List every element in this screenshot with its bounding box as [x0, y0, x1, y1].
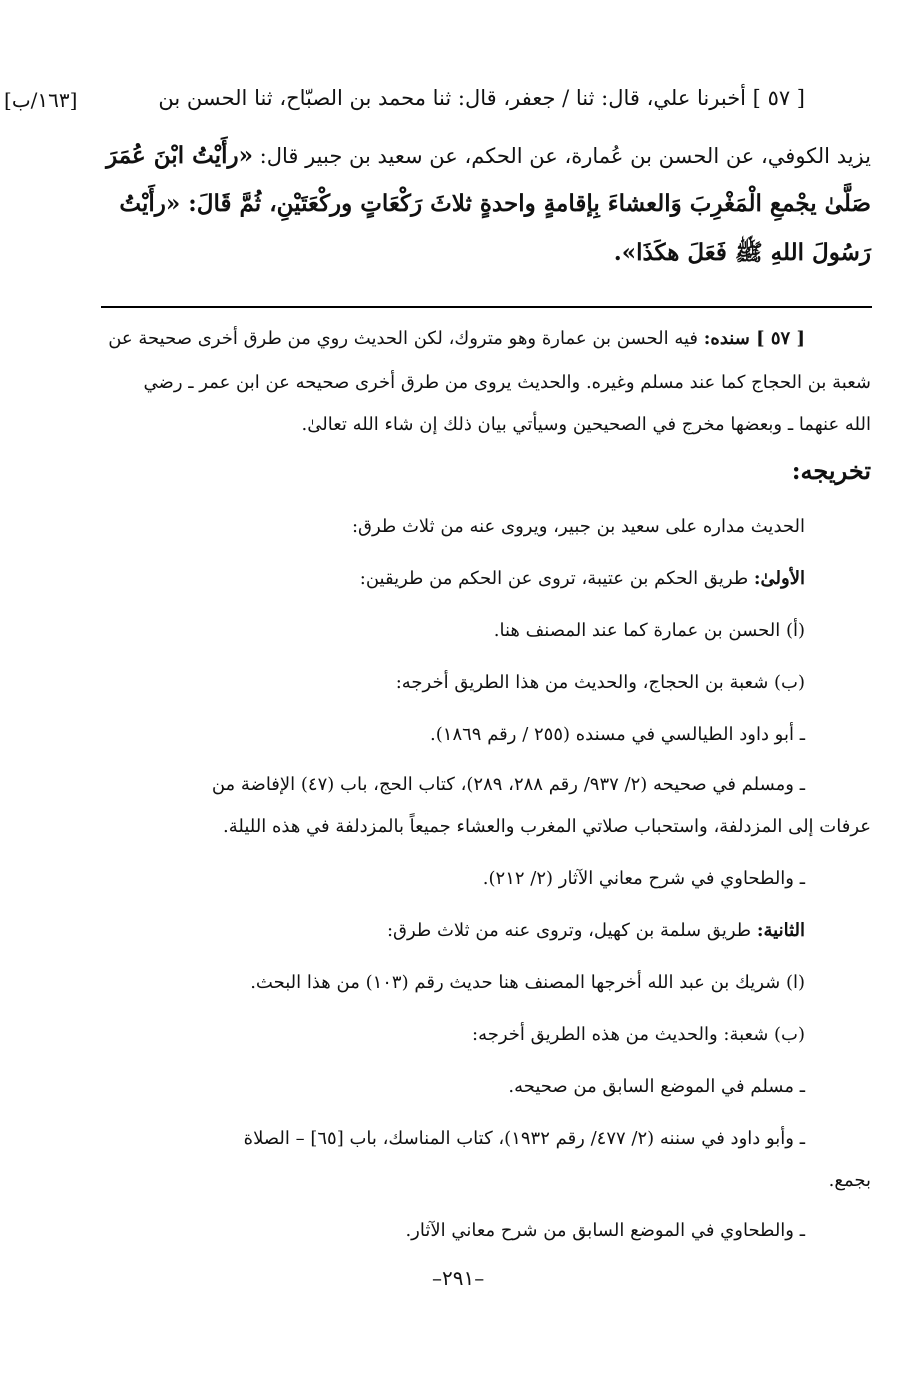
- source-tahawi-2: ـ والطحاوي في الموضع السابق من شرح معاني الآثار.: [405, 1220, 805, 1241]
- source-tayalisi: ـ أبو داود الطيالسي في مسنده (٢٥٥ / رقم ١٨٦٩).: [430, 724, 805, 745]
- source-abudawud-line-1: ـ وأبو داود في سننه (٢/ ٤٧٧/ رقم ١٩٣٢)، كتاب المناسك، باب [٦٥] – الصلاة: [243, 1128, 805, 1149]
- commentary-line-2: شعبة بن الحجاج كما عند مسلم وغيره. والحديث يروى من طرق أخرى صحيحه عن ابن عمر ـ رضي: [143, 372, 871, 393]
- second-route-label: الثانية:: [756, 920, 805, 941]
- hadith-line-4: رَسُولَ اللهِ ﷺ فَعَلَ هكَذَا».: [613, 239, 871, 266]
- takhrij-first-route: [360, 568, 805, 589]
- hadith-line-2: [106, 142, 871, 169]
- hadith-line-2-text: يزيد الكوفي، عن الحسن بن عُمارة، عن الحكم، عن سعيد بن جبير قال:: [259, 144, 871, 168]
- route-a2: (ا) شريك بن عبد الله أخرجها المصنف هنا حديث رقم (١٠٣) من هذا البحث.: [250, 972, 805, 993]
- hadith-quote-start: «رأَيْتُ ابْنَ عُمَرَ: [106, 142, 253, 169]
- page-number: –٢٩١–: [432, 1266, 485, 1290]
- commentary-line-1: [108, 328, 805, 349]
- first-route-label: الأولىٰ:: [753, 568, 805, 589]
- takhrij-intro: الحديث مداره على سعيد بن جبير، ويروى عنه من ثلاث طرق:: [351, 516, 805, 537]
- takhrij-second-route: [387, 920, 805, 941]
- separator-rule: [101, 306, 872, 308]
- source-muslim-line-2: عرفات إلى المزدلفة، واستحباب صلاتي المغرب والعشاء جميعاً بالمزدلفة في هذه الليلة.: [223, 816, 871, 837]
- folio-reference: [١٦٣/ب]: [4, 88, 78, 112]
- source-muslim-line-1: ـ ومسلم في صحيحه (٢/ ٩٣٧/ رقم ٢٨٨، ٢٨٩)، كتاب الحج، باب (٤٧) الإفاضة من: [211, 774, 805, 795]
- hadith-line-3: صَلَّىٰ يجْمعِ الْمَغْرِبَ وَالعشاءَ بِإقامةٍ واحدةٍ ثلاثَ رَكْعَاتٍ وركْعَتَيْنِ، ثُمَّ قَالَ: «رأَيْتُ: [119, 190, 871, 217]
- source-tahawi-1: ـ والطحاوي في شرح معاني الآثار (٢/ ٢١٢).: [482, 868, 805, 889]
- second-route-text: طريق سلمة بن كهيل، وتروى عنه من ثلاث طرق:: [386, 920, 752, 941]
- source-abudawud-line-2: بجمع.: [828, 1170, 871, 1191]
- route-a1: (أ) الحسن بن عمارة كما عند المصنف هنا.: [493, 620, 805, 641]
- commentary-line-3: الله عنهما ـ وبعضها مخرج في الصحيحين وسيأتي بيان ذلك إن شاء الله تعالىٰ.: [301, 414, 871, 435]
- takhrij-heading: تخريجه:: [791, 456, 871, 485]
- commentary-text-1: فيه الحسن بن عمارة وهو متروك، لكن الحديث روي من طرق أخرى صحيحة عن: [108, 328, 699, 349]
- hadith-line-1: [ ٥٧ ] أخبرنا علي، قال: ثنا / جعفر، قال: ثنا محمد بن الصبّاح، ثنا الحسن بن: [158, 86, 805, 110]
- source-muslim-2: ـ مسلم في الموضع السابق من صحيحه.: [508, 1076, 805, 1097]
- commentary-label: [ ٥٧ ] سنده:: [703, 328, 805, 349]
- route-b2: (ب) شعبة: والحديث من هذه الطريق أخرجه:: [472, 1024, 805, 1045]
- route-b1: (ب) شعبة بن الحجاج، والحديث من هذا الطريق أخرجه:: [395, 672, 805, 693]
- first-route-text: طريق الحكم بن عتيبة، تروى عن الحكم من طريقين:: [359, 568, 749, 589]
